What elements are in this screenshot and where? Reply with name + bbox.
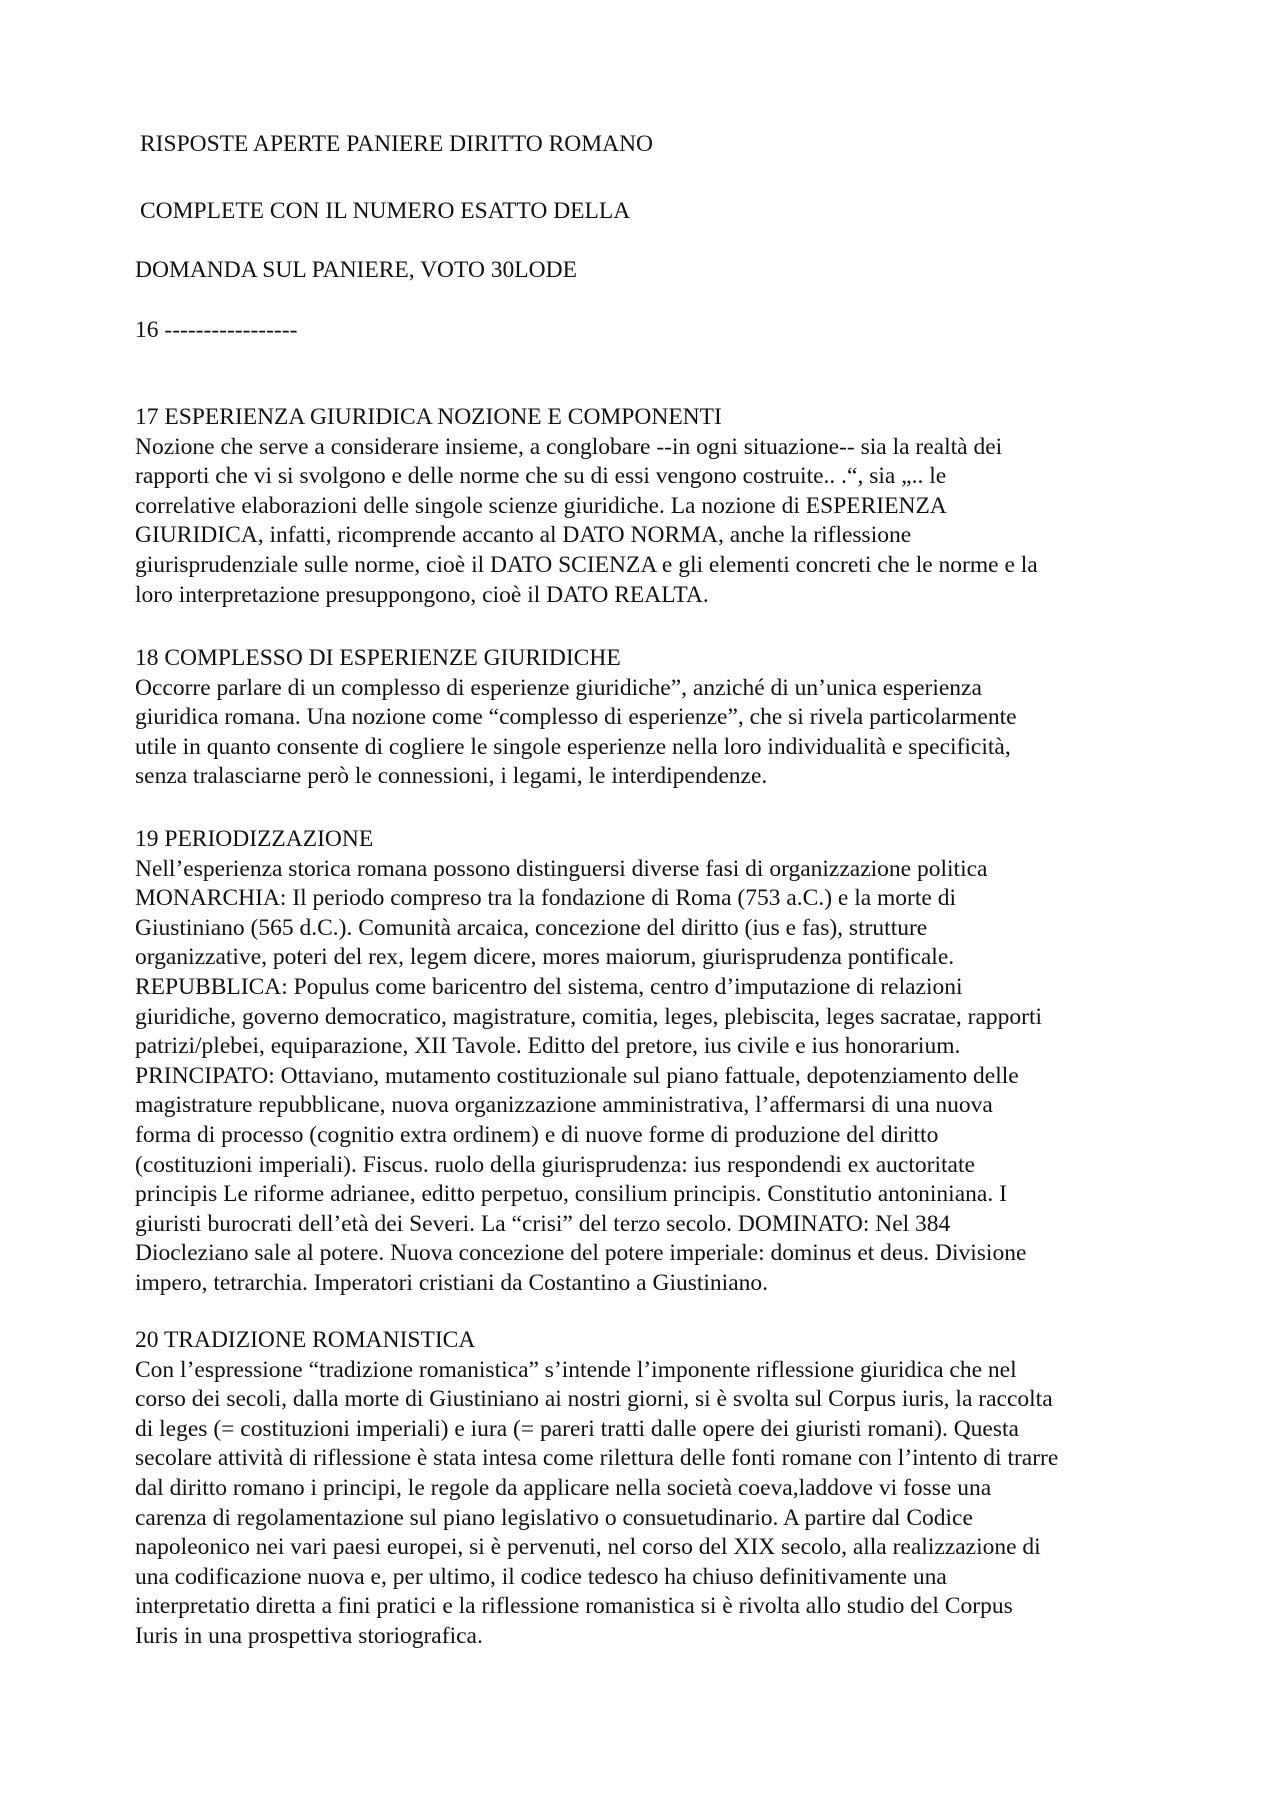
document-subtitle-continued: DOMANDA SUL PANIERE, VOTO 30LODE [135,257,577,283]
paragraph-line: magistrature repubblicane, nuova organizzazione amministrativa, l’affermarsi di una nuova [135,1092,993,1119]
paragraph-line: giurisprudenziale sulle norme, cioè il DATO SCIENZA e gli elementi concreti che le norme e la [135,551,1038,578]
paragraph-line: (costituzioni imperiali). Fiscus. ruolo della giurisprudenza: ius respondendi ex auctoritate [135,1151,975,1178]
paragraph-line: forma di processo (cognitio extra ordinem) e di nuove forme di produzione del diritto [135,1121,939,1148]
paragraph-line: giuridica romana. Una nozione come “complesso di esperienze”, che si rivela particolarmente [135,704,1017,731]
paragraph-line: napoleonico nei vari paesi europei, si è pervenuti, nel corso del XIX secolo, alla realizzazione di [135,1534,1041,1561]
paragraph-line: REPUBBLICA: Populus come baricentro del sistema, centro d’imputazione di relazioni [135,973,963,1000]
section-19 [135,825,1145,1299]
section-18 [135,644,1145,792]
paragraph-line: Occorre parlare di un complesso di esperienze giuridiche”, anziché di un’unica esperienza [135,674,982,701]
paragraph-line: MONARCHIA: Il periodo compreso tra la fondazione di Roma (753 a.C.) e la morte di [135,885,956,912]
section-17 [135,403,1145,610]
section-title: 17 ESPERIENZA GIURIDICA NOZIONE E COMPONENTI [135,404,722,430]
paragraph-line: Iuris in una prospettiva storiografica. [135,1622,483,1649]
paragraph-line: Diocleziano sale al potere. Nuova concezione del potere imperiale: dominus et deus. Divisione [135,1240,1027,1267]
paragraph-line: PRINCIPATO: Ottaviano, mutamento costituzionale sul piano fattuale, depotenziamento delle [135,1062,1019,1089]
paragraph-line: principis Le riforme adrianee, editto perpetuo, consilium principis. Constitutio antoniniana. I [135,1181,1007,1208]
paragraph-line: una codificazione nuova e, per ultimo, il codice tedesco ha chiuso definitivamente una [135,1563,947,1590]
section-title: 19 PERIODIZZAZIONE [135,826,374,852]
paragraph-line: rapporti che vi si svolgono e delle norme che su di essi vengono costruite.. .“, sia „.. le [135,463,947,490]
paragraph-line: giuristi burocrati dell’età dei Severi. La “crisi” del terzo secolo. DOMINATO: Nel 384 [135,1210,951,1237]
paragraph-line: Con l’espressione “tradizione romanistica” s’intende l’imponente riflessione giuridica che nel [135,1356,1017,1383]
paragraph-line: interpretatio diretta a fini pratici e la riflessione romanistica si è rivolta allo studio del Corpus [135,1593,1013,1620]
paragraph-line: patrizi/plebei, equiparazione, XII Tavole. Editto del pretore, ius civile e ius honorarium. [135,1033,961,1060]
paragraph-line: utile in quanto consente di cogliere le singole esperienze nella loro individualità e specificità, [135,733,1011,760]
paragraph-line: corso dei secoli, dalla morte di Giustiniano ai nostri giorni, si è svolta sul Corpus iuris, la raccolta [135,1386,1053,1413]
question-16-placeholder: 16 ----------------- [135,317,298,343]
paragraph-line: Nozione che serve a considerare insieme, a conglobare --in ogni situazione-- sia la realtà dei [135,433,1003,460]
paragraph-line: secolare attività di riflessione è stata intesa come rilettura delle fonti romane con l’intento di trarre [135,1445,1059,1472]
paragraph-line: senza tralasciarne però le connessioni, i legami, le interdipendenze. [135,763,768,790]
paragraph-line: giuridiche, governo democratico, magistrature, comitia, leges, plebiscita, leges sacratae, rapporti [135,1003,1043,1030]
paragraph-line: Nell’esperienza storica romana possono distinguersi diverse fasi di organizzazione politica [135,855,988,882]
document-subtitle: COMPLETE CON IL NUMERO ESATTO DELLA [140,198,631,224]
paragraph-line: GIURIDICA, infatti, ricomprende accanto al DATO NORMA, anche la riflessione [135,522,912,549]
document-title: RISPOSTE APERTE PANIERE DIRITTO ROMANO [140,131,654,157]
paragraph-line: loro interpretazione presuppongono, cioè il DATO REALTA. [135,581,709,608]
section-title: 18 COMPLESSO DI ESPERIENZE GIURIDICHE [135,645,621,671]
paragraph-line: Giustiniano (565 d.C.). Comunità arcaica, concezione del diritto (ius e fas), strutture [135,914,928,941]
paragraph-line: correlative elaborazioni delle singole scienze giuridiche. La nozione di ESPERIENZA [135,492,947,519]
section-20 [135,1326,1145,1652]
paragraph-line: impero, tetrarchia. Imperatori cristiani da Costantino a Giustiniano. [135,1269,769,1296]
paragraph-line: di leges (= costituzioni imperiali) e iura (= pareri tratti dalle opere dei giuristi romani). Questa [135,1415,1019,1442]
paragraph-line: carenza di regolamentazione sul piano legislativo o consuetudinario. A partire dal Codice [135,1504,973,1531]
paragraph-line: organizzative, poteri del rex, legem dicere, mores maiorum, giurisprudenza pontificale. [135,944,955,971]
section-title: 20 TRADIZIONE ROMANISTICA [135,1327,476,1353]
paragraph-line: dal diritto romano i principi, le regole da applicare nella società coeva,laddove vi fosse una [135,1474,992,1501]
